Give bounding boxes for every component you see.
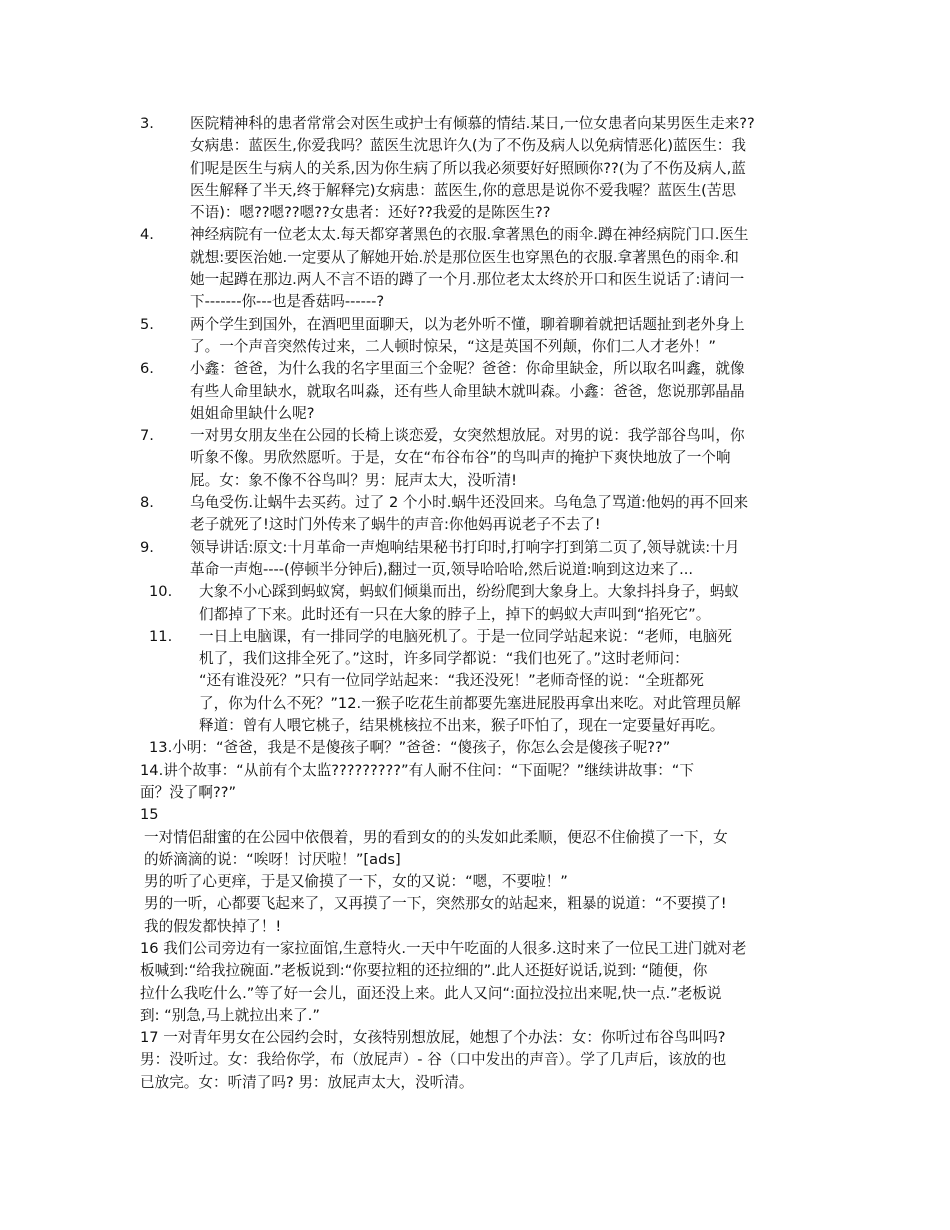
- text-line: 医院精神科的患者常常会对医生或护士有倾慕的情结.某日,一位女患者向某男医生走来??: [190, 115, 755, 132]
- text-line: 17 一对青年男女在公园约会时，女孩特别想放屁，她想了个办法：女：你听过布谷鸟叫吗?: [140, 1029, 726, 1047]
- text-line: 两个学生到国外，在酒吧里面聊天，以为老外听不懂，聊着聊着就把话题扯到老外身上: [190, 315, 745, 333]
- list-item: [140, 314, 822, 359]
- text-line: 小鑫：爸爸，为什么我的名字里面三个金呢？爸爸：你命里缺金，所以取名叫鑫，就像: [190, 360, 745, 378]
- text-line: 到: “别急,马上就拉出来了.”: [140, 1006, 320, 1024]
- document-body: [140, 113, 822, 1094]
- text-line: 13.小明：“爸爸，我是不是傻孩子啊？”爸爸：“傻孩子，你怎么会是傻孩子呢??”: [149, 739, 671, 757]
- list-item-number: 4.: [140, 226, 154, 244]
- text-line: 有些人命里缺水，就取名叫淼，还有些人命里缺木就叫森。小鑫：爸爸，您说那郭晶晶: [190, 382, 745, 400]
- text-line: 她一起蹲在那边.两人不言不语的蹲了一个月.那位老太太终於开口和医生说话了:请问一: [190, 271, 745, 289]
- text-line: 16 我们公司旁边有一家拉面馆,生意特火.一天中午吃面的人很多.这时来了一位民工进门就对老: [140, 939, 747, 957]
- text-line: 一对情侣甜蜜的在公园中依偎着，男的看到女的的头发如此柔顺，便忍不住偷摸了一下，女: [144, 828, 728, 846]
- list-item-text: [190, 224, 822, 313]
- text-line: 就想:要医治她.一定要从了解她开始.於是那位医生也穿黑色的衣服.拿著黑色的雨伞.和: [190, 248, 739, 266]
- list-item-text: [190, 314, 822, 359]
- text-line: 们呢是医生与病人的关系,因为你生病了所以我必须要好好照顾你??(为了不伤及病人,蓝: [190, 159, 746, 177]
- text-line: “还有谁没死？”只有一位同学站起来：“我还没死！”老师奇怪的说：“全班都死: [199, 672, 704, 690]
- paragraph: [140, 760, 822, 805]
- text-line: 板喊到:“给我拉碗面.”老板说到:“你要拉粗的还拉细的”.此人还挺好说话,说到: “随便，你: [140, 962, 708, 980]
- text-line: 面？没了啊??”: [140, 783, 237, 801]
- list-item-number: 8.: [140, 494, 154, 512]
- text-line: 乌龟受伤.让蜗牛去买药。过了 2 个小时.蜗牛还没回来。乌龟急了骂道:他妈的再不回来: [190, 494, 749, 512]
- text-line: 神经病院有一位老太太.每天都穿著黑色的衣服.拿著黑色的雨伞.蹲在神经病院门口.医生: [190, 226, 749, 244]
- list-item-text: [190, 113, 822, 224]
- text-line: 机了，我们这排全死了。”这时，许多同学都说：“我们也死了。”这时老师问：: [199, 650, 689, 668]
- list-item: [140, 537, 822, 582]
- list-item: [140, 492, 822, 537]
- paragraph: [140, 1027, 822, 1094]
- text-line: 老子就死了!这时门外传来了蜗牛的声音:你他妈再说老子不去了!: [190, 516, 601, 534]
- list-item: [140, 626, 822, 737]
- list-item-number: 11.: [149, 627, 173, 645]
- text-line: 革命一声炮----(停顿半分钟后),翻过一页,领导哈哈哈,然后说道:响到这边来了...: [190, 560, 694, 578]
- list-item-text: [190, 358, 822, 425]
- text-line: 男：没听过。女：我给你学，布（放屁声）- 谷（口中发出的声音）。学了几声后，该放的也: [140, 1051, 727, 1069]
- list-item: [140, 224, 822, 313]
- text-line: 一对男女朋友坐在公园的长椅上谈恋爱，女突然想放屁。对男的说：我学部谷鸟叫，你: [190, 427, 745, 445]
- list-item-number: 7.: [140, 427, 154, 445]
- list-item-text: [190, 581, 822, 626]
- list-item-number: 9.: [140, 538, 154, 556]
- text-line: 14.讲个故事：“从前有个太监?????????”有人耐不住问：“下面呢？”继续讲故事：“下: [140, 761, 694, 779]
- text-line: 拉什么我吃什么.”等了好一会儿，面还没上来。此人又问“:面拉没拉出来呢,快一点.”老板说: [140, 984, 722, 1002]
- list-item: [140, 581, 822, 626]
- text-line: 女病患：蓝医生,你爱我吗？蓝医生沈思许久(为了不伤及病人以免病情恶化)蓝医生：我: [190, 137, 746, 155]
- text-line: 了。一个声音突然传过来，二人顿时惊呆，“这是英国不列颠，你们二人才老外！”: [190, 337, 716, 355]
- text-line: 一日上电脑课，有一排同学的电脑死机了。于是一位同学站起来说：“老师，电脑死: [199, 627, 732, 645]
- list-item-text: [190, 492, 822, 537]
- text-line: 不语)：嗯??嗯??嗯??女患者：还好??我爱的是陈医生??: [190, 204, 551, 222]
- text-line: 了，你为什么不死？”12.一猴子吃花生前都要先塞进屁股再拿出来吃。对此管理员解: [199, 694, 741, 712]
- list-item-number: 10.: [149, 583, 173, 601]
- list-item-number: 3.: [140, 115, 154, 132]
- text-line: 的娇滴滴的说：“唉呀！讨厌啦！”[ads]: [144, 850, 401, 868]
- paragraph: [140, 827, 822, 872]
- text-line: 男的一听，心都要飞起来了，又再摸了一下，突然那女的站起来，粗暴的说道：“不要摸了!: [144, 895, 727, 913]
- text-line: 姐姐命里缺什么呢?: [190, 404, 315, 422]
- text-line: 已放完。女：听清了吗? 男：放屁声太大，没听清。: [140, 1073, 474, 1091]
- text-line: 下-------你---也是香菇吗------?: [190, 293, 385, 311]
- paragraph: [140, 938, 822, 1027]
- list-item-number: 6.: [140, 360, 154, 378]
- list-item: [140, 113, 822, 224]
- paragraph: [140, 804, 822, 826]
- paragraph: [140, 893, 822, 938]
- list-item-number: 5.: [140, 315, 154, 333]
- list-item: [140, 425, 822, 492]
- list-item-text: [190, 537, 822, 582]
- text-line: 大象不小心踩到蚂蚁窝，蚂蚁们倾巢而出，纷纷爬到大象身上。大象抖抖身子，蚂蚁: [199, 583, 739, 601]
- text-line: 男的听了心更痒，于是又偷摸了一下，女的又说：“嗯，不要啦！”: [144, 873, 568, 891]
- text-line: 15: [140, 806, 159, 824]
- list-item-text: [190, 425, 822, 492]
- text-line: 医生解释了半天,终于解释完)女病患：蓝医生,你的意思是说你不爱我喔？蓝医生(苦思: [190, 181, 737, 199]
- text-line: 听象不像。男欣然愿听。于是，女在“布谷布谷”的鸟叫声的掩护下爽快地放了一个响: [190, 449, 731, 467]
- text-line: 屁。女：象不像不谷鸟叫？男：屁声太大，没听清!: [190, 471, 517, 489]
- list-item: [140, 358, 822, 425]
- text-line: 释道：曾有人喂它桃子，结果桃核拉不出来，猴子吓怕了，现在一定要量好再吃。: [199, 717, 725, 735]
- text-line: 领导讲话:原文:十月革命一声炮响结果秘书打印时,打响字打到第二页了,领导就读:十月: [190, 538, 740, 556]
- paragraph: [140, 871, 822, 893]
- text-line: 们都掉了下来。此时还有一只在大象的脖子上，掉下的蚂蚁大声叫到“掐死它”。: [199, 605, 711, 623]
- text-line: 我的假发都快掉了！!: [144, 917, 282, 935]
- paragraph: [140, 737, 822, 759]
- list-item-text: [190, 626, 822, 737]
